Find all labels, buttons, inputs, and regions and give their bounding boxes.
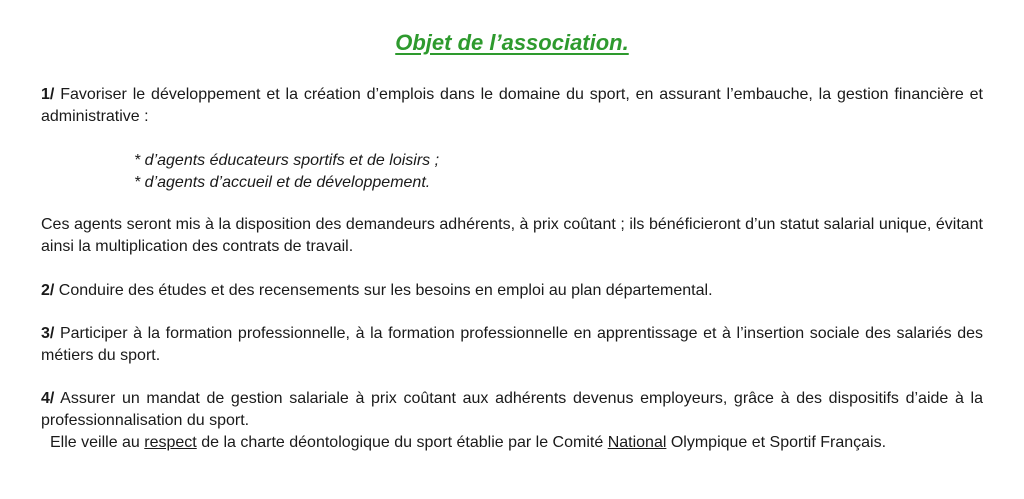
item-2-text: Conduire des études et des recensements sur les besoins en emploi au plan départemental. (58, 282, 713, 299)
item-2-number: 2/ (41, 282, 55, 299)
item-2-paragraph (41, 280, 983, 302)
closing-part-3: Olympique et Sportif Français. (666, 434, 887, 451)
item-1-text: Favoriser le développement et la création d’emplois dans le domaine du sport, en assurant l’embauche, la gestion financière et administrative : (41, 86, 983, 125)
item-3-paragraph (41, 323, 983, 367)
closing-paragraph (50, 432, 984, 454)
list-item: * d’agents d’accueil et de développement. (134, 174, 431, 191)
item-1-paragraph (41, 84, 983, 128)
item-4-text: Assurer un mandat de gestion salariale à prix coûtant aux adhérents devenus employeurs, grâce à des dispositifs d’aide à la professionnalisation du sport. (41, 390, 984, 429)
item-3-text: Participer à la formation professionnelle, à la formation professionnelle en apprentissage et à l’insertion sociale des salariés des métiers du sport. (41, 325, 983, 364)
item-4-paragraph (41, 388, 983, 432)
item-1-number: 1/ (41, 86, 55, 103)
closing-respect-word: respect (144, 434, 197, 451)
closing-national-word: National (607, 434, 667, 451)
list-item: * d’agents éducateurs sportifs et de loisirs ; (134, 152, 440, 169)
item-3-number: 3/ (41, 325, 55, 342)
document-title: Objet de l’association. (395, 30, 629, 55)
agents-list (134, 150, 439, 194)
closing-part-2: de la charte déontologique du sport établie par le Comité (196, 434, 608, 451)
item-4-number: 4/ (41, 390, 55, 407)
closing-part-1: Elle veille au (50, 434, 145, 451)
agents-paragraph: Ces agents seront mis à la disposition des demandeurs adhérents, à prix coûtant ; ils bénéficieront d’un statut salarial unique, évitant ainsi la multiplication des contrats de travail. (41, 216, 983, 255)
